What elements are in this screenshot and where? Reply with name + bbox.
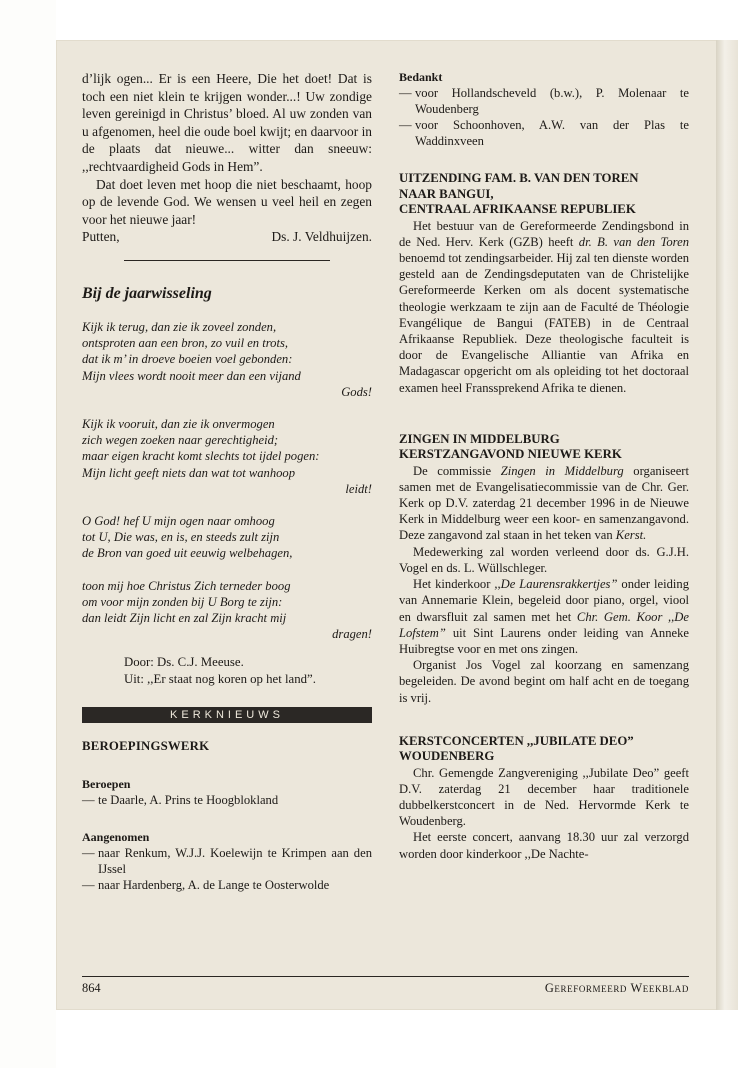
heading-line: ZINGEN IN MIDDELBURG [399,431,560,446]
poem-line: leidt! [345,481,372,496]
text-run-italic: ,,De Laurensrakkertjes” [494,577,618,592]
list-item [399,85,689,117]
signature-name: Ds. J. Veldhuijzen. [271,229,372,245]
article-paragraph [399,218,689,396]
list-item [399,117,689,149]
heading-line: KERSTCONCERTEN ,,JUBILATE DEO” [399,733,634,748]
poem-line: Kijk ik terug, dan zie ik zoveel zonden, [82,319,277,334]
subheading-bedankt: Bedankt [399,70,443,84]
heading-line: KERSTZANGAVOND NIEUWE KERK [399,447,622,462]
list-item [82,845,372,877]
article-paragraph [399,463,689,544]
article-heading-uitzending [399,171,689,217]
subheading-aangenomen: Aangenomen [82,829,150,844]
poem-line: zich wegen zoeken naar gerechtigheid; [82,433,279,448]
poem-line: tot U, Die was, en is, en steeds zult zijn [82,530,280,545]
text-run-italic: Chr. Gem. Koor ,,De Lofstem” [399,609,689,640]
section-bar-kerknieuws: KERKNIEUWS [82,707,372,723]
poem-credit [82,654,372,687]
poem-line: Gods! [341,384,372,399]
poem-line: dan leidt Zijn licht en zal Zijn kracht mij [82,610,287,625]
signature [82,228,372,246]
article-heading-zingen [399,432,689,463]
poem-line: ontsproten aan een bron, zo vuil en trots, [82,336,289,351]
page-number: 864 [82,981,101,995]
scan-margin [0,0,56,1068]
poem-line: O God! hef U mijn ogen naar omhoog [82,513,275,528]
right-column [399,70,689,862]
dash: — [82,792,95,807]
subheading-beroepen: Beroepen [82,776,131,791]
left-column [82,70,372,893]
dash: — [399,86,412,101]
poem-line: Mijn licht geeft niets dan wat tot wanhoop [82,465,296,480]
poem-line: maar eigen kracht komt slechts tot ijdel pogen: [82,449,320,464]
article-paragraph: Organist Jos Vogel zal koorzang en samenzang begeleiden. De avond begint om half acht en de toegang is vrij. [399,658,689,705]
article-paragraph: Chr. Gemengde Zangvereniging ,,Jubilate Deo” geeft D.V. zaterdag 21 december haar traditionele dubbelkerstconcert in de Ned. Hervormde Kerk te Woudenberg. [399,765,689,829]
dash: — [399,118,412,133]
divider [124,260,330,261]
page-footer [82,976,689,996]
list-item [82,877,372,893]
poem-author: Door: Ds. C.J. Meeuse. [124,655,244,670]
dash: — [82,877,95,892]
poem-line: Mijn vlees wordt nooit meer dan een vijand [82,368,301,383]
heading-line: WOUDENBERG [399,749,495,764]
text-run-italic: Zingen in Middelburg [500,463,624,478]
list-item-text: voor Schoonhoven, A.W. van der Plas te Waddinxveen [415,118,689,149]
poem-stanza-4 [82,578,372,643]
poem-title: Bij de jaarwisseling [82,284,212,302]
heading-line: NAAR BANGUI, [399,186,494,201]
poem-stanza-2 [82,416,372,497]
poem-stanza-1 [82,319,372,400]
text-run-italic: dr. B. van den Toren [578,234,689,249]
text-run: De commissie [413,463,501,478]
text-run: benoemd tot zendingsarbeider. Hij zal ten dienste worden gesteld aan de Zendingsdeputaten van de Christelijke Gereformeerde Kerken om als docent systematische theologie werkzaam te zijn aan de Faculté de Théologie Evangélique de Bangui (FATEB) in de Centraal Afrikaanse Republiek. Deze theologische faculteit is door de Evangelische Alliantie van Afrika en Madagascar opgericht om als opleiding tot het doctoraal examen heel Franssprekend Afrika te dienen. [399,251,689,395]
signature-place: Putten, [82,229,120,245]
text-run: Het kinderkoor [413,577,495,592]
poem-source: Uit: ,,Er staat nog koren op het land”. [124,671,316,686]
poem-line: de Bron van goed uit eeuwig welbehagen, [82,546,293,561]
text-run-italic: Kerst. [615,528,647,543]
dash: — [82,845,95,860]
poem-line: Kijk ik vooruit, dan zie ik onvermogen [82,416,275,431]
list-item-text: naar Renkum, W.J.J. Koelewijn te Krimpen aan den IJssel [98,845,372,876]
list-item-text: voor Hollandscheveld (b.w.), P. Molenaar te Woudenberg [415,86,689,117]
article-paragraph: Het eerste concert, aanvang 18.30 uur zal verzorgd worden door kinderkoor ,,De Nachte- [399,830,689,861]
article-paragraph [399,576,689,657]
intro-paragraph-1: d’lijk ogen... Er is een Heere, Die het doet! Dat is toch een niet klein te krijgen wonder...! Uw zondige leven gereinigd in Christus’ bloed. Al uw zonden van u afgenomen, heel die oude boel kwijt; en daarvoor in de plaats dat nieuwe... witter dan sneeuw: ,,rechtvaardigheid Gods in Hem”. [82,71,372,174]
intro-paragraph-2: Dat doet leven met hoop die niet beschaamt, hoop op de levende God. We wensen u veel heil en zegen voor het nieuwe jaar! [82,176,372,227]
page-edge [716,40,738,1010]
poem-line: dat ik m’ in droeve boeien voel gebonden: [82,352,293,367]
poem-line: om voor mijn zonden bij U Borg te zijn: [82,594,283,609]
article-heading-kerstconcerten [399,734,689,765]
list-item [82,792,372,808]
heading-line: UITZENDING FAM. B. VAN DEN TOREN [399,171,639,186]
poem-stanza-3 [82,513,372,562]
poem-line: dragen! [332,627,372,642]
text-run: organiseert samen met de Evangelisatiecommissie van de Chr. Ger. Kerk op D.V. zaterdag 21 december 1996 in de Nieuwe Kerk in Middelburg weer een koor- en samenzangavond. Deze zangavond zal staan in het teken van [399,463,689,543]
list-item-text: te Daarle, A. Prins te Hoogblokland [98,792,279,807]
article-paragraph: Medewerking zal worden verleend door ds. G.J.H. Vogel en ds. L. Wüllschleger. [399,544,689,575]
text-run: uit Sint Laurens onder leiding van Anneke Huibregtse voor en met ons zingen. [399,625,689,656]
heading-line: CENTRAAL AFRIKAANSE REPUBLIEK [399,202,636,217]
text-run: onder leiding van Annemarie Klein, begeleid door piano, orgel, viool en dwarsfluit zal samen met het [399,577,689,624]
poem-line: toon mij hoe Christus Zich terneder boog [82,578,291,593]
text-run: Het bestuur van de Gereformeerde Zendingsbond in de Ned. Herv. Kerk (GZB) heeft [399,218,689,249]
section-heading-beroepingswerk: BEROEPINGSWERK [82,739,210,754]
list-item-text: naar Hardenberg, A. de Lange te Oosterwolde [98,877,330,892]
magazine-title: Gereformeerd Weekblad [544,981,689,995]
